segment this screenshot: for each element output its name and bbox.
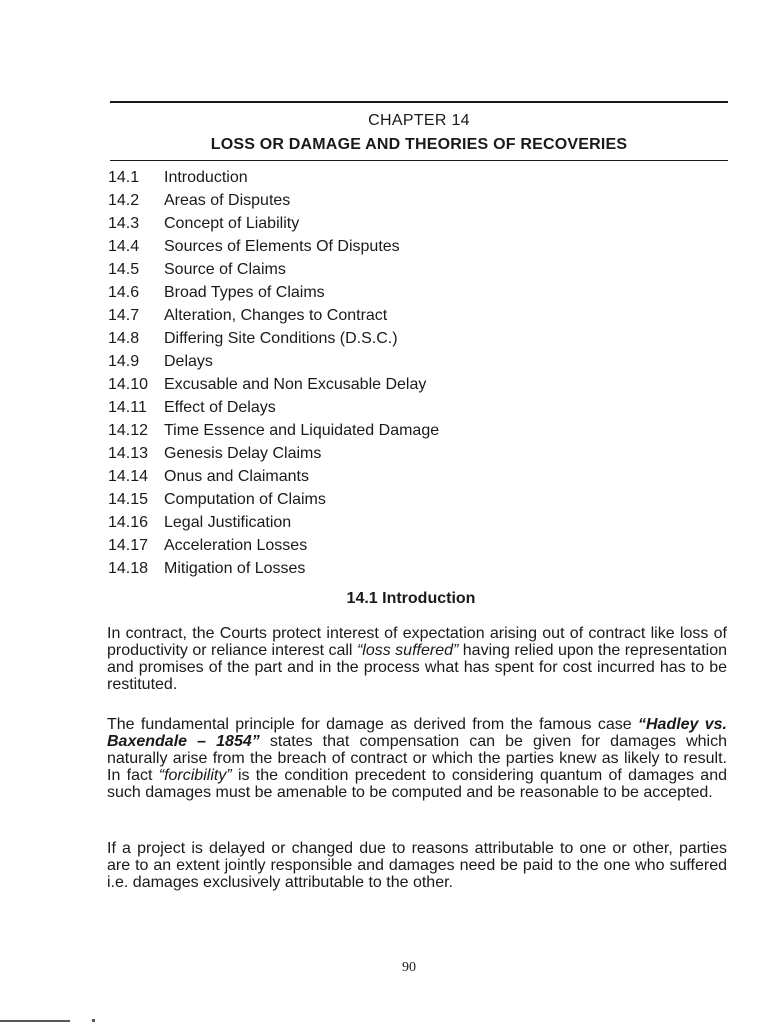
toc-item-number: 14.16 (108, 514, 149, 531)
toc-item-title: Areas of Disputes (164, 192, 291, 209)
toc-item (108, 488, 708, 511)
toc-item-number: 14.10 (108, 376, 149, 393)
toc-item (108, 557, 708, 580)
toc-item-title: Concept of Liability (164, 215, 300, 232)
toc-item (108, 511, 708, 534)
toc-item (108, 235, 708, 258)
intro-paragraph-1 (107, 625, 727, 693)
toc-item-number: 14.11 (108, 399, 147, 416)
toc-item-title: Introduction (164, 169, 248, 186)
toc-item-title: Genesis Delay Claims (164, 445, 322, 462)
toc-item (108, 419, 708, 442)
toc-item-title: Alteration, Changes to Contract (164, 307, 388, 324)
p2-text-a: The fundamental principle for damage as derived from the famous case (107, 716, 638, 733)
toc-item-number: 14.8 (108, 330, 140, 347)
toc-item-number: 14.1 (108, 169, 140, 186)
toc-item (108, 373, 708, 396)
toc-item (108, 327, 708, 350)
toc-item-title: Broad Types of Claims (164, 284, 325, 301)
toc-item (108, 212, 708, 235)
toc-item-title: Acceleration Losses (164, 537, 308, 554)
intro-paragraph-3: If a project is delayed or changed due to reasons attributable to one or other, parties are to an extent jointly responsible and damages need be paid to the one who suffered i.e. damages exclusively attributable to the other. (107, 840, 727, 891)
table-of-contents (108, 166, 708, 580)
top-rule (110, 101, 728, 103)
p2-case-name: “Hadley vs. Baxendale – 1854” (107, 716, 728, 750)
toc-item-number: 14.3 (108, 215, 140, 232)
toc-item-number: 14.6 (108, 284, 140, 301)
chapter-number: CHAPTER 14 (368, 112, 470, 129)
toc-item-title: Source of Claims (164, 261, 286, 278)
toc-item-number: 14.18 (108, 560, 149, 577)
page-number: 90 (402, 960, 416, 975)
toc-item-number: 14.15 (108, 491, 149, 508)
p1-text-a: In contract, the Courts protect interest of expectation arising out of contract like loss of productivity or reliance interest call (107, 625, 727, 659)
toc-item-number: 14.2 (108, 192, 140, 209)
toc-item-title: Effect of Delays (164, 399, 276, 416)
toc-item-title: Differing Site Conditions (D.S.C.) (164, 330, 398, 347)
toc-item (108, 465, 708, 488)
toc-item (108, 258, 708, 281)
toc-item-title: Excusable and Non Excusable Delay (164, 376, 427, 393)
toc-item (108, 350, 708, 373)
toc-item-title: Time Essence and Liquidated Damage (164, 422, 440, 439)
toc-item-number: 14.14 (108, 468, 149, 485)
scan-edge-mark (0, 1020, 70, 1022)
p1-emphasis: “loss suffered” (356, 642, 459, 659)
toc-item (108, 189, 708, 212)
toc-item-number: 14.4 (108, 238, 140, 255)
toc-item-number: 14.13 (108, 445, 149, 462)
scan-dot-mark (92, 1019, 95, 1022)
toc-item-title: Onus and Claimants (164, 468, 309, 485)
toc-item-number: 14.9 (108, 353, 140, 370)
title-rule (110, 160, 728, 161)
toc-item (108, 396, 708, 419)
section-heading: 14.1 Introduction (346, 590, 476, 607)
toc-item-number: 14.5 (108, 261, 140, 278)
chapter-title: LOSS OR DAMAGE AND THEORIES OF RECOVERIES (210, 136, 628, 153)
p2-text-b: states that compensation can be given for damages which naturally arise from the breach of contract or which the parties knew as likely to result. In fact (107, 733, 728, 784)
toc-item-number: 14.7 (108, 307, 140, 324)
toc-item (108, 534, 708, 557)
p1-text-b: having relied upon the representation and promises of the part and in the process what has spent for cost incurred has to be restituted. (107, 642, 728, 693)
toc-item (108, 442, 708, 465)
intro-paragraph-2 (107, 716, 727, 801)
p2-emphasis: “forcibility” (158, 767, 232, 784)
toc-item-number: 14.12 (108, 422, 149, 439)
toc-item (108, 304, 708, 327)
p2-text-c: is the condition precedent to considering quantum of damages and such damages must be amenable to be computed and be reasonable to be accepted. (107, 767, 727, 801)
toc-item (108, 281, 708, 304)
toc-item (108, 166, 708, 189)
toc-item-title: Computation of Claims (164, 491, 326, 508)
toc-item-title: Legal Justification (164, 514, 292, 531)
toc-item-number: 14.17 (108, 537, 149, 554)
toc-item-title: Sources of Elements Of Disputes (164, 238, 400, 255)
toc-item-title: Mitigation of Losses (164, 560, 306, 577)
toc-item-title: Delays (164, 353, 213, 370)
